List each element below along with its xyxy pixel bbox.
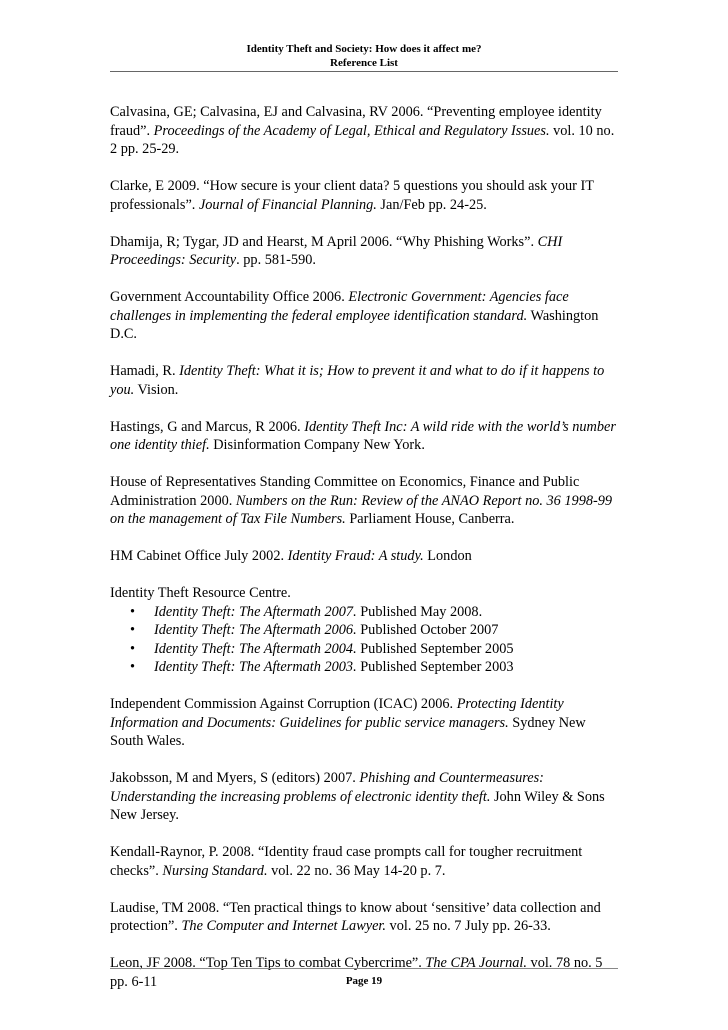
reference-details: Published May 2008.: [356, 603, 483, 620]
page-header: [110, 43, 618, 70]
reference-entry: [110, 473, 620, 529]
reference-authors: Hastings, G and Marcus, R 2006.: [110, 418, 305, 435]
reference-details: Sydney New South Wales.: [110, 714, 586, 749]
reference-authors: Hamadi, R.: [110, 363, 180, 379]
reference-authors: Calvasina, GE; Calvasina, EJ and Calvasina, RV 2006. “Preventing employee identity fraud”.: [110, 104, 602, 139]
bullet-icon: •: [130, 603, 136, 620]
reference-details: Disinformation Company New York.: [209, 437, 425, 453]
itrc-bullet-list: [110, 603, 620, 677]
reference-authors: House of Representatives Standing Committee on Economics, Finance and Public Administration 2000.: [110, 474, 580, 509]
bullet-icon: •: [130, 640, 136, 657]
reference-entry: [110, 362, 620, 399]
reference-title: Identity Theft: The Aftermath 2004.: [154, 640, 357, 657]
reference-authors: Kendall-Raynor, P. 2008. “Identity fraud case prompts call for tougher recruitment checks”.: [110, 844, 583, 879]
reference-entry: [110, 418, 620, 455]
reference-authors: Independent Commission Against Corruption (ICAC) 2006.: [110, 696, 457, 712]
reference-details: vol. 10 no. 2 pp. 25-29.: [110, 122, 615, 157]
reference-entry: [110, 899, 620, 936]
reference-details: Published October 2007: [356, 622, 499, 638]
reference-entry: [110, 769, 620, 825]
reference-title: Journal of Financial Planning.: [198, 196, 377, 213]
header-title: Identity Theft and Society: How does it affect me?: [246, 43, 482, 55]
list-item: [110, 658, 620, 677]
reference-details: vol. 25 no. 7 July pp. 26-33.: [385, 918, 551, 934]
bullet-icon: •: [130, 659, 136, 675]
reference-title: Phishing and Countermeasures: Understanding the increasing problems of electronic identity theft.: [110, 770, 544, 805]
reference-title: Nursing Standard.: [162, 862, 268, 879]
reference-details: Published September 2003: [356, 659, 514, 675]
reference-title: Identity Theft: The Aftermath 2006.: [154, 622, 357, 638]
reference-details: London: [423, 548, 472, 564]
itrc-label: Identity Theft Resource Centre.: [110, 585, 291, 601]
reference-title: Numbers on the Run: Review of the ANAO Report no. 36 1998-99 on the management of Tax File Numbers.: [110, 492, 613, 527]
reference-details: vol. 22 no. 36 May 14-20 p. 7.: [267, 862, 446, 879]
page-number: Page 19: [345, 975, 383, 987]
list-item: [110, 603, 620, 622]
reference-entry: [110, 547, 620, 566]
reference-title: Identity Theft: The Aftermath 2003.: [154, 659, 357, 675]
reference-authors: Laudise, TM 2008. “Ten practical things to know about ‘sensitive’ data collection and protection”.: [110, 899, 601, 934]
reference-title: The CPA Journal.: [425, 955, 527, 971]
reference-authors: HM Cabinet Office July 2002.: [110, 548, 288, 564]
reference-details: John Wiley & Sons New Jersey.: [110, 788, 605, 823]
reference-entry: [110, 843, 620, 880]
footer-rule: [110, 968, 618, 969]
reference-authors: Dhamija, R; Tygar, JD and Hearst, M April 2006. “Why Phishing Works”.: [110, 233, 538, 250]
reference-title: Identity Fraud: A study.: [287, 548, 424, 564]
reference-authors: Jakobsson, M and Myers, S (editors) 2007.: [110, 770, 360, 786]
reference-details: Washington D.C.: [110, 307, 599, 342]
header-rule: [110, 71, 618, 72]
reference-entry: [110, 103, 620, 159]
reference-title: The Computer and Internet Lawyer.: [181, 918, 386, 934]
reference-title: Identity Theft: The Aftermath 2007.: [154, 603, 357, 620]
list-item: [110, 621, 620, 640]
reference-title: Electronic Government: Agencies face challenges in implementing the federal employee identification standard.: [110, 289, 569, 324]
reference-title: Protecting Identity Information and Documents: Guidelines for public service managers.: [110, 696, 564, 731]
list-item: [110, 640, 620, 659]
reference-details: Published September 2005: [356, 640, 514, 657]
reference-title: Identity Theft: What it is; How to prevent it and what to do if it happens to you.: [110, 363, 605, 398]
reference-details: vol. 78 no. 5 pp. 6-11: [110, 955, 603, 990]
reference-details: . pp. 581-590.: [236, 252, 316, 268]
reference-title: Identity Theft Inc: A wild ride with the world’s number one identity thief.: [110, 418, 616, 453]
header-subtitle: Reference List: [330, 56, 398, 69]
reference-details: Vision.: [134, 381, 179, 398]
reference-list: [110, 103, 620, 1010]
reference-entry: [110, 177, 620, 214]
reference-title: CHI Proceedings: Security: [110, 233, 563, 268]
reference-details: Jan/Feb pp. 24-25.: [376, 196, 487, 213]
reference-authors: Leon, JF 2008. “Top Ten Tips to combat Cybercrime”.: [110, 955, 426, 971]
reference-entry-itrc: [110, 584, 620, 677]
reference-entry: [110, 288, 620, 344]
reference-title: Proceedings of the Academy of Legal, Ethical and Regulatory Issues.: [153, 122, 550, 139]
reference-entry: [110, 695, 620, 751]
reference-details: Parliament House, Canberra.: [345, 511, 515, 527]
reference-authors: Clarke, E 2009. “How secure is your client data? 5 questions you should ask your IT professionals”.: [110, 178, 594, 213]
reference-entry: [110, 233, 620, 270]
bullet-icon: •: [130, 622, 136, 638]
reference-authors: Government Accountability Office 2006.: [110, 289, 349, 305]
